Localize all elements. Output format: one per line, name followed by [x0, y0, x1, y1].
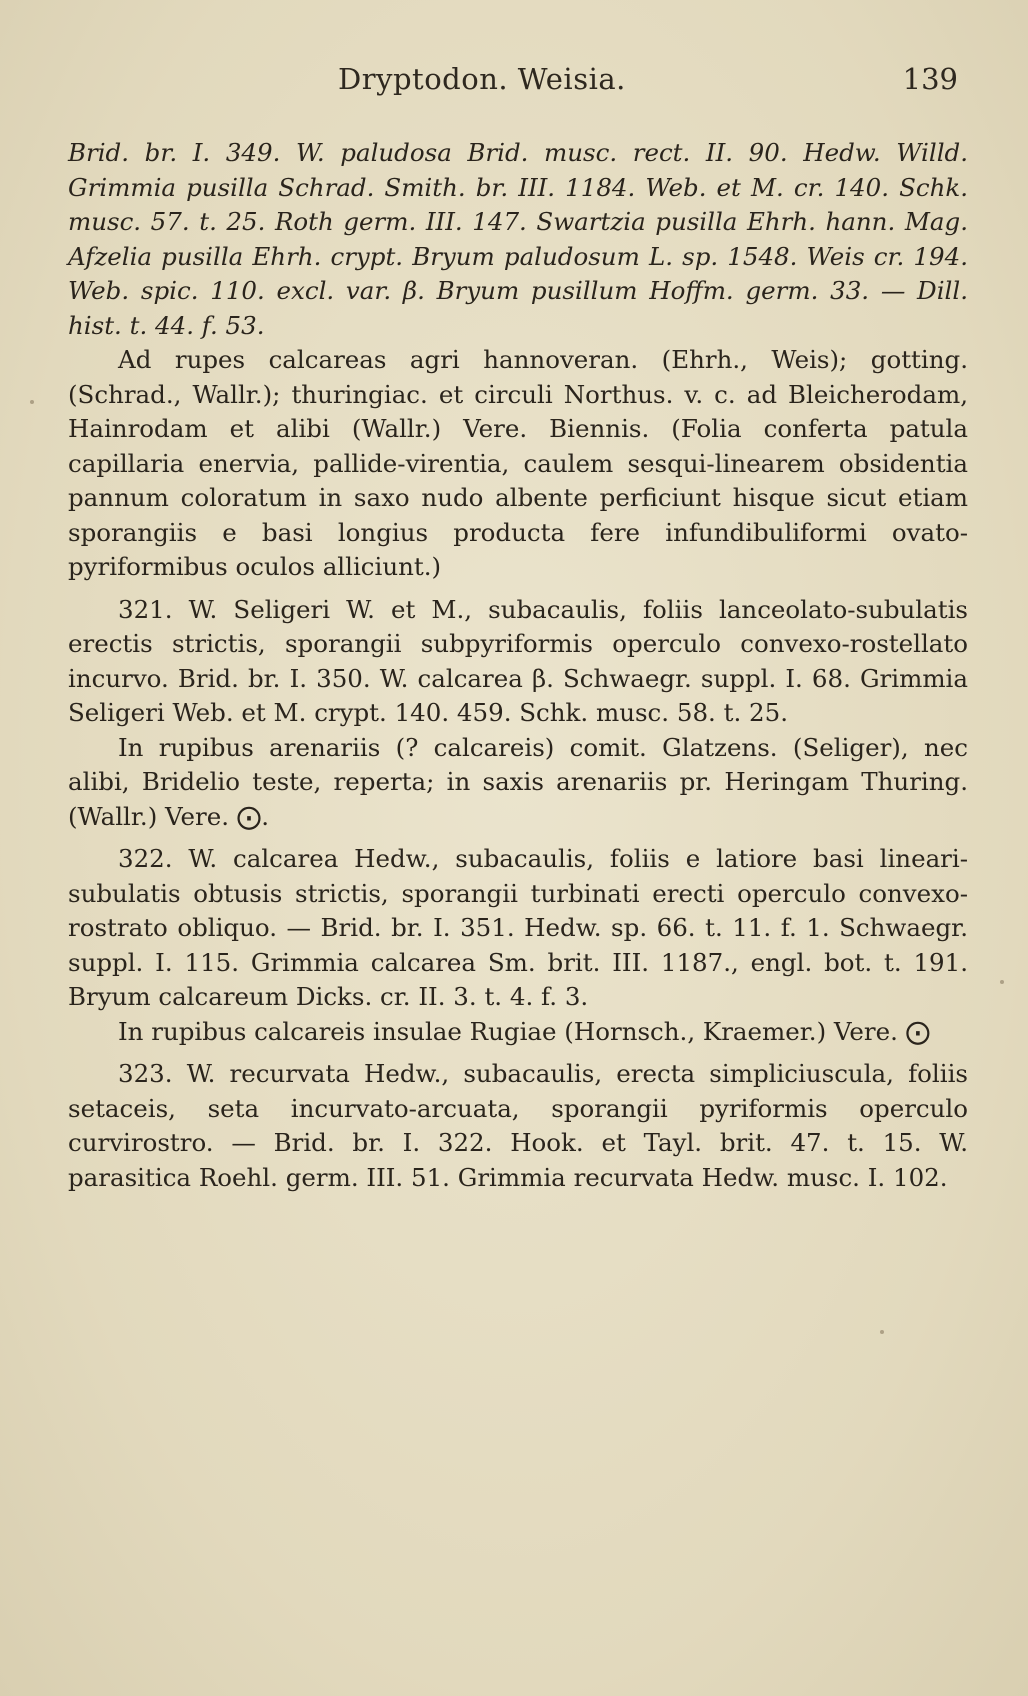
synonymy-paragraph: Brid. br. I. 349. W. paludosa Brid. musc. rect. II. 90. Hedw. Willd. Grimmia pusilla Schrad. Smith. br. III. 1184. Web. et M. cr. 140. Schk. musc. 57. t. 25. Roth germ. III. 147. Swartzia pusilla Ehrh. hann. Mag. Afzelia pusilla Ehrh. crypt. Bryum paludosum L. sp. 1548. Weis cr. 194. Web. spic. 110. excl. var. β. Bryum pusillum Hoffm. germ. 33. — Dill. hist. t. 44. f. 53.: [68, 138, 968, 340]
species-321-entry: 321. W. Seligeri W. et M., subacaulis, foliis lanceolato-subulatis erectis strictis, sporangii subpyriformis operculo convexo-rostellato incurvo. Brid. br. I. 350. W. calcarea β. Schwaegr. suppl. I. 68. Grimmia Seligeri Web. et M. crypt. 140. 459. Schk. musc. 58. t. 25.: [68, 594, 968, 727]
habitat-paragraph: Ad rupes calcareas agri hannoveran. (Ehrh., Weis); gotting. (Schrad., Wallr.); thuringiac. et circuli Northus. v. c. ad Bleicherodam, Hainrodam et alibi (Wallr.) Vere. Biennis. (Folia conferta patula capillaria enervia, pallide-virentia, caulem sesqui-linearem obsidentia pannum coloratum in saxo nudo albente perficiunt hisque sicut etiam sporangiis e basi longius producta fere infundibuliformi ovato-pyriformibus oculos alliciunt.): [68, 345, 968, 581]
body-text: [68, 136, 968, 1195]
page-number: 139: [902, 62, 958, 96]
species-321-habitat: In rupibus arenariis (? calcareis) comit. Glatzens. (Seliger), nec alibi, Bridelio teste, reperta; in saxis arenariis pr. Heringam Thuring. (Wallr.) Vere. ⨀.: [68, 732, 968, 831]
paper-fleck: [1000, 980, 1004, 984]
paper-fleck: [30, 400, 34, 404]
page-header: [68, 62, 968, 102]
species-322-entry: 322. W. calcarea Hedw., subacaulis, foliis e latiore basi lineari-subulatis obtusis strictis, sporangii turbinati erecti operculo convexo-rostrato obliquo. — Brid. br. I. 351. Hedw. sp. 66. t. 11. f. 1. Schwaegr. suppl. I. 115. Grimmia calcarea Sm. brit. III. 1187., engl. bot. t. 191. Bryum calcareum Dicks. cr. II. 3. t. 4. f. 3.: [68, 844, 968, 1011]
book-page: [68, 62, 968, 1195]
running-head: Dryptodon. Weisia.: [338, 62, 626, 96]
species-322-habitat: In rupibus calcareis insulae Rugiae (Hornsch., Kraemer.) Vere. ⨀: [118, 1016, 931, 1046]
species-323-entry: 323. W. recurvata Hedw., subacaulis, erecta simpliciuscula, foliis setaceis, seta incurvato-arcuata, sporangii pyriformis operculo curvirostro. — Brid. br. I. 322. Hook. et Tayl. brit. 47. t. 15. W. parasitica Roehl. germ. III. 51. Grimmia recurvata Hedw. musc. I. 102.: [68, 1059, 968, 1192]
paper-fleck: [880, 1330, 884, 1334]
